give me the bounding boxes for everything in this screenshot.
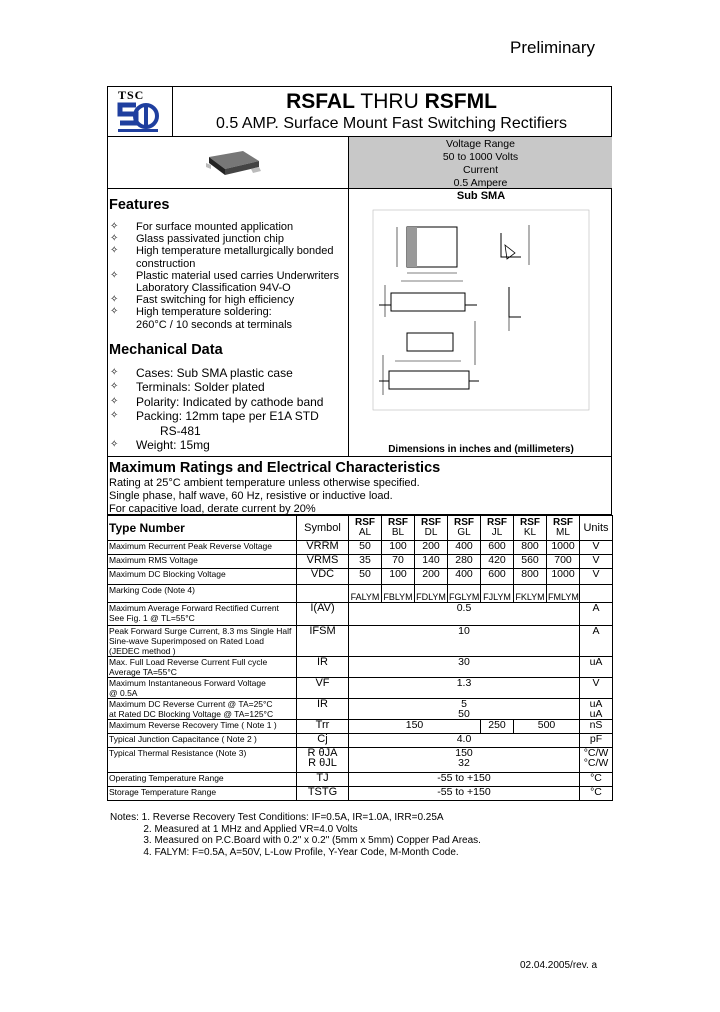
current-label: Current — [462, 164, 498, 176]
table-row — [108, 678, 613, 699]
bullet-icon: ✧ — [110, 269, 119, 281]
value-cell: 800 — [514, 541, 547, 555]
parameter-line: @ 0.5A — [109, 688, 138, 698]
voltage-range-label: Voltage Range — [446, 138, 515, 150]
value-cell: 1000 — [547, 541, 580, 555]
mechanical-list — [110, 366, 350, 452]
ratings-table — [107, 515, 613, 801]
voltage-range-value: 50 to 1000 Volts — [442, 151, 519, 163]
value-cell: 500 — [514, 720, 580, 734]
table-row — [108, 748, 613, 773]
ratings-section — [107, 457, 612, 515]
symbol-cell: VF — [297, 678, 349, 699]
logo-text: TSC — [118, 88, 145, 102]
rating-condition: For capacitive load, derate current by 20% — [109, 503, 316, 515]
value-cell: 400 — [448, 569, 481, 585]
value-cell: 140 — [415, 555, 448, 569]
parameter-cell — [108, 626, 297, 657]
part-header: RSF AL — [349, 516, 382, 541]
outline-drawing — [349, 205, 613, 455]
product-summary — [107, 137, 612, 189]
symbol-cell: VRRM — [297, 541, 349, 555]
symbol-cell: TSTG — [297, 787, 349, 801]
table-row — [108, 787, 613, 801]
value-cell — [349, 626, 580, 657]
value-cell: 280 — [448, 555, 481, 569]
value-line: 30 — [458, 656, 470, 668]
package-image — [203, 143, 263, 179]
parameter-line: Maximum RMS Voltage — [109, 555, 198, 565]
value-line: 1.3 — [456, 677, 472, 689]
parameter-line: Maximum Average Forward Rectified Current — [109, 603, 279, 613]
symbol-cell: IR — [297, 657, 349, 678]
value-line: 4.0 — [456, 733, 472, 745]
table-row — [108, 585, 613, 603]
part-from: RSFAL — [286, 90, 355, 113]
parameter-line: (JEDEC method ) — [109, 646, 176, 656]
symbol-cell: VRMS — [297, 555, 349, 569]
parameter-line: Maximum Instantaneous Forward Voltage — [109, 678, 266, 688]
symbol-cell: IFSM — [297, 626, 349, 657]
company-logo — [108, 87, 173, 136]
feature-item: ✧ Plastic material used carries Underwriters Laboratory Classification 94V-O — [110, 269, 339, 295]
value-line: -55 to +150 — [437, 772, 491, 784]
value-cell — [349, 657, 580, 678]
mechanical-item: ✧ Weight: 15mg — [110, 438, 210, 453]
value-cell: 600 — [481, 541, 514, 555]
unit-cell: °C/W °C/W — [580, 748, 613, 773]
unit-cell: uA uA — [580, 699, 613, 720]
preliminary-label: Preliminary — [510, 38, 596, 57]
unit-cell: uA — [580, 657, 613, 678]
value-cell: FJLYM — [481, 585, 514, 603]
units-header: Units — [580, 516, 613, 541]
feature-item: ✧ Glass passivated junction chip — [110, 233, 284, 246]
parameter-line: See Fig. 1 @ TL=55°C — [109, 613, 195, 623]
symbol-cell: R θJA R θJL — [297, 748, 349, 773]
bullet-icon: ✧ — [110, 233, 119, 245]
parameter-line: Marking Code (Note 4) — [109, 585, 195, 595]
features-list — [110, 221, 350, 331]
part-header: RSF ML — [547, 516, 580, 541]
unit-cell — [580, 585, 613, 603]
value-line: 0.5 — [456, 602, 472, 614]
value-cell: 400 — [448, 541, 481, 555]
feature-item: ✧ High temperature soldering: 260°C / 10 seconds at terminals — [110, 306, 293, 331]
value-cell: 700 — [547, 555, 580, 569]
value-line: -55 to +150 — [437, 786, 491, 798]
value-cell — [349, 678, 580, 699]
table-row — [108, 699, 613, 720]
tsc-logo-icon — [116, 102, 164, 134]
parameter-line: Average TA=55°C — [109, 667, 177, 677]
value-cell: 150 — [349, 720, 481, 734]
parameter-line: Maximum Reverse Recovery Time ( Note 1 ) — [109, 720, 277, 730]
note-line: Notes: 1. Reverse Recovery Test Conditions: IF=0.5A, IR=1.0A, IRR=0.25A — [110, 812, 444, 823]
table-row — [108, 569, 613, 585]
rating-condition: Single phase, half wave, 60 Hz, resistive or inductive load. — [109, 490, 393, 502]
value-cell: 1000 — [547, 569, 580, 585]
unit-cell: °C — [580, 773, 613, 787]
spec-summary-box — [348, 137, 612, 188]
value-line: 10 — [458, 625, 470, 637]
bullet-icon: ✧ — [110, 306, 119, 318]
bullet-icon: ✧ — [110, 410, 119, 422]
bullet-icon: ✧ — [110, 367, 119, 378]
value-cell: 200 — [415, 569, 448, 585]
parameter-cell — [108, 657, 297, 678]
note-line: 3. Measured on P.C.Board with 0.2" x 0.2" (5mm x 5mm) Copper Pad Areas. — [110, 835, 481, 847]
part-header: RSF KL — [514, 516, 547, 541]
value-cell: 250 — [481, 720, 514, 734]
value-line: 50 — [458, 708, 470, 720]
feature-item: ✧ For surface mounted application — [110, 221, 294, 233]
title-header — [107, 86, 612, 137]
feature-item: ✧ High temperature metallurgically bonded construction — [110, 245, 334, 270]
symbol-cell: I(AV) — [297, 603, 349, 626]
value-cell — [349, 699, 580, 720]
note-line: 4. FALYM: F=0.5A, A=50V, L-Low Profile, Y-Year Code, M-Month Code. — [110, 846, 459, 858]
parameter-line: Max. Full Load Reverse Current Full cycle — [109, 657, 268, 667]
value-cell — [349, 787, 580, 801]
unit-cell: A — [580, 603, 613, 626]
parameter-line: Maximum Recurrent Peak Reverse Voltage — [109, 541, 272, 551]
mechanical-title: Mechanical Data — [109, 342, 223, 358]
document-title — [172, 90, 611, 114]
symbol-cell — [297, 585, 349, 603]
current-value: 0.5 Ampere — [453, 177, 508, 189]
unit-cell: nS — [580, 720, 613, 734]
parameter-cell — [108, 787, 297, 801]
value-line: 32 — [458, 757, 470, 769]
value-cell: FMLYM — [547, 585, 580, 603]
note-line: 2. Measured at 1 MHz and Applied VR=4.0 Volts — [110, 823, 358, 835]
symbol-cell: TJ — [297, 773, 349, 787]
unit-cell: V — [580, 678, 613, 699]
value-cell: 420 — [481, 555, 514, 569]
parameter-line: Sine-wave Superimposed on Rated Load — [109, 636, 264, 646]
value-cell: 50 — [349, 541, 382, 555]
table-row — [108, 541, 613, 555]
value-cell: 100 — [382, 541, 415, 555]
parameter-cell — [108, 678, 297, 699]
parameter-line: Storage Temperature Range — [109, 787, 217, 797]
parameter-cell — [108, 541, 297, 555]
mechanical-item: ✧ Polarity: Indicated by cathode band — [110, 394, 324, 409]
value-cell: FKLYM — [514, 585, 547, 603]
table-row — [108, 555, 613, 569]
dimension-caption: Dimensions in inches and (millimeters) — [388, 444, 574, 455]
value-cell — [349, 748, 580, 773]
package-name: Sub SMA — [456, 190, 506, 202]
part-header: RSF DL — [415, 516, 448, 541]
symbol-header: Symbol — [297, 516, 349, 541]
parameter-cell — [108, 569, 297, 585]
value-cell: 50 — [349, 569, 382, 585]
table-row — [108, 626, 613, 657]
parameter-line: Maximum DC Reverse Current @ TA=25°C — [109, 699, 273, 709]
parameter-cell — [108, 720, 297, 734]
parameter-cell — [108, 699, 297, 720]
ratings-title: Maximum Ratings and Electrical Characteristics — [109, 460, 441, 476]
value-cell: 600 — [481, 569, 514, 585]
parameter-line: Typical Junction Capacitance ( Note 2 ) — [109, 734, 257, 744]
value-cell: FDLYM — [415, 585, 448, 603]
value-cell — [349, 734, 580, 748]
type-number-header: Type Number — [108, 516, 297, 541]
rating-condition: Rating at 25°C ambient temperature unless otherwise specified. — [109, 477, 420, 489]
document-subtitle: 0.5 AMP. Surface Mount Fast Switching Rectifiers — [216, 115, 567, 132]
value-cell: 560 — [514, 555, 547, 569]
part-header: RSF BL — [382, 516, 415, 541]
part-to: RSFML — [424, 90, 497, 113]
table-row — [108, 720, 613, 734]
value-cell: FALYM — [349, 585, 382, 603]
unit-cell: V — [580, 541, 613, 555]
bullet-icon: ✧ — [110, 245, 119, 257]
value-cell: 70 — [382, 555, 415, 569]
value-cell — [349, 603, 580, 626]
symbol-cell: Trr — [297, 720, 349, 734]
bullet-icon: ✧ — [110, 381, 119, 393]
table-row — [108, 603, 613, 626]
value-cell: 200 — [415, 541, 448, 555]
mechanical-item: ✧ Cases: Sub SMA plastic case — [110, 366, 293, 380]
parameter-cell — [108, 603, 297, 626]
notes — [110, 812, 481, 858]
parameter-cell — [108, 773, 297, 787]
value-cell: 35 — [349, 555, 382, 569]
parameter-cell — [108, 734, 297, 748]
parameter-line: at Rated DC Blocking Voltage @ TA=125°C — [109, 709, 274, 719]
parameter-cell — [108, 585, 297, 603]
symbol-cell: VDC — [297, 569, 349, 585]
symbol-cell: Cj — [297, 734, 349, 748]
parameter-cell — [108, 748, 297, 773]
parameter-line: Operating Temperature Range — [109, 773, 224, 783]
value-line: 5 — [461, 698, 467, 710]
bullet-icon: ✧ — [110, 294, 119, 306]
parameter-cell — [108, 555, 297, 569]
value-cell: FBLYM — [382, 585, 415, 603]
parameter-line: Maximum DC Blocking Voltage — [109, 569, 226, 579]
unit-cell: °C — [580, 787, 613, 801]
table-row — [108, 657, 613, 678]
symbol-cell: IR — [297, 699, 349, 720]
table-header-row — [108, 516, 613, 541]
unit-cell: V — [580, 555, 613, 569]
part-header: RSF JL — [481, 516, 514, 541]
mechanical-item: ✧ Terminals: Solder plated — [110, 380, 265, 395]
mechanical-item: ✧ Packing: 12mm tape per E1A STD RS-481 — [110, 409, 319, 438]
thru-word: THRU — [360, 90, 419, 113]
features-title: Features — [109, 197, 170, 213]
parameter-line: Typical Thermal Resistance (Note 3) — [109, 748, 247, 758]
value-line: 150 — [455, 747, 473, 759]
value-cell: FGLYM — [448, 585, 481, 603]
unit-cell: pF — [580, 734, 613, 748]
table-row — [108, 734, 613, 748]
table-row — [108, 773, 613, 787]
value-cell — [349, 773, 580, 787]
revision-footer: 02.04.2005/rev. a — [520, 960, 598, 971]
part-header: RSF GL — [448, 516, 481, 541]
bullet-icon: ✧ — [110, 221, 119, 232]
dimension-diagram — [348, 189, 613, 456]
unit-cell: A — [580, 626, 613, 657]
value-cell: 800 — [514, 569, 547, 585]
feature-item: ✧ Fast switching for high efficiency — [110, 294, 295, 307]
value-cell: 100 — [382, 569, 415, 585]
unit-cell: V — [580, 569, 613, 585]
parameter-line: Peak Forward Surge Current, 8.3 ms Single Half — [109, 626, 292, 636]
bullet-icon: ✧ — [110, 395, 119, 407]
bullet-icon: ✧ — [110, 439, 119, 451]
